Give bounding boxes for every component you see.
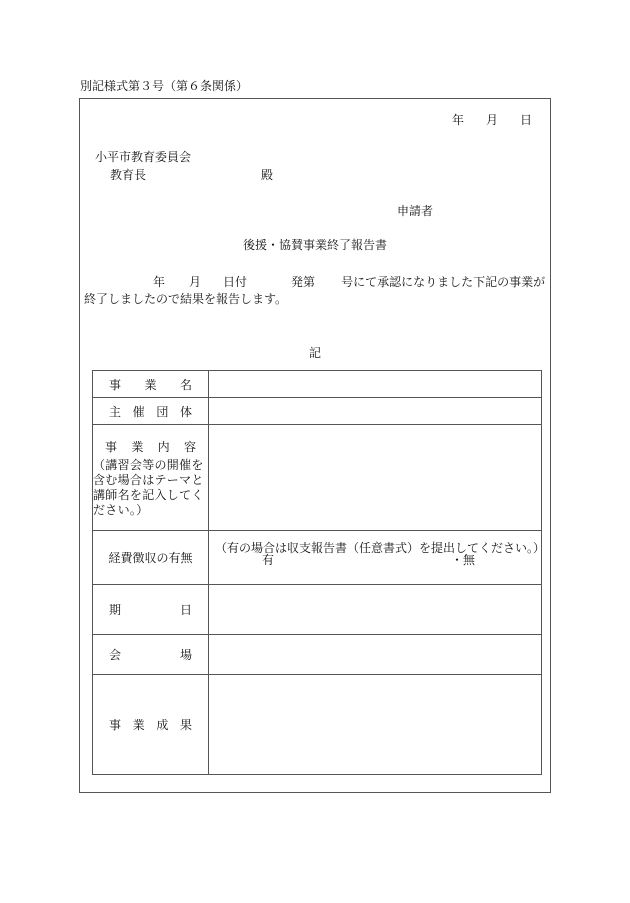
fee-label: 経費徴収の有無 xyxy=(93,531,209,585)
body-line-1 xyxy=(153,276,545,288)
project-name-field[interactable] xyxy=(209,371,542,398)
form-frame xyxy=(79,98,551,793)
document-title: 後援・協賛事業終了報告書 xyxy=(242,238,387,252)
period-label: 期 日 xyxy=(93,585,209,635)
date-year: 年 xyxy=(451,113,464,127)
content-label: 事 業 内 容 （講習会等の開催を含む場合はテーマと講師名を記入してください。） xyxy=(93,425,209,531)
addressee-title: 教育長 xyxy=(110,168,147,182)
row-organizer xyxy=(93,398,542,425)
body-date-suffix: 日付 xyxy=(223,275,248,289)
form-number: 別記様式第３号（第６条関係） xyxy=(80,79,249,93)
fee-no-option[interactable]: ・無 xyxy=(451,553,476,567)
addressee-honorific: 殿 xyxy=(261,168,274,182)
row-period xyxy=(93,585,542,635)
row-results xyxy=(93,675,542,775)
row-fee xyxy=(93,531,542,585)
content-field[interactable] xyxy=(209,425,542,531)
date-line xyxy=(452,114,532,126)
fee-field[interactable] xyxy=(209,531,546,585)
body-line-2: 終了しましたので結果を報告します。 xyxy=(84,292,288,306)
row-content xyxy=(93,425,542,531)
fee-note: （有の場合は収支報告書（任意書式）を提出してください。） xyxy=(215,541,546,555)
date-day: 日 xyxy=(519,113,532,127)
content-note: （講習会等の開催を含む場合はテーマと講師名を記入してください。） xyxy=(93,457,204,517)
body-year: 年 xyxy=(153,275,166,289)
venue-label: 会 場 xyxy=(93,635,209,675)
fee-yes-option[interactable]: 有 xyxy=(262,553,275,567)
applicant-label: 申請者 xyxy=(397,204,434,218)
date-month: 月 xyxy=(485,113,498,127)
report-table xyxy=(92,370,546,775)
organizer-field[interactable] xyxy=(209,398,542,425)
body-month: 月 xyxy=(189,275,202,289)
body-issue-suffix: 号にて承認になりました下記の事業が xyxy=(341,275,546,289)
venue-field[interactable] xyxy=(209,635,542,675)
row-project-name xyxy=(93,371,542,398)
results-field[interactable] xyxy=(209,675,542,775)
organizer-label: 主 催 団 体 xyxy=(93,398,209,425)
ki-heading: 記 xyxy=(308,346,321,360)
results-label: 事 業 成 果 xyxy=(93,675,209,775)
project-name-label: 事 業 名 xyxy=(93,371,209,398)
body-issue-prefix: 発第 xyxy=(291,275,316,289)
row-venue xyxy=(93,635,542,675)
period-field[interactable] xyxy=(209,585,542,635)
addressee-org: 小平市教育委員会 xyxy=(95,150,192,164)
